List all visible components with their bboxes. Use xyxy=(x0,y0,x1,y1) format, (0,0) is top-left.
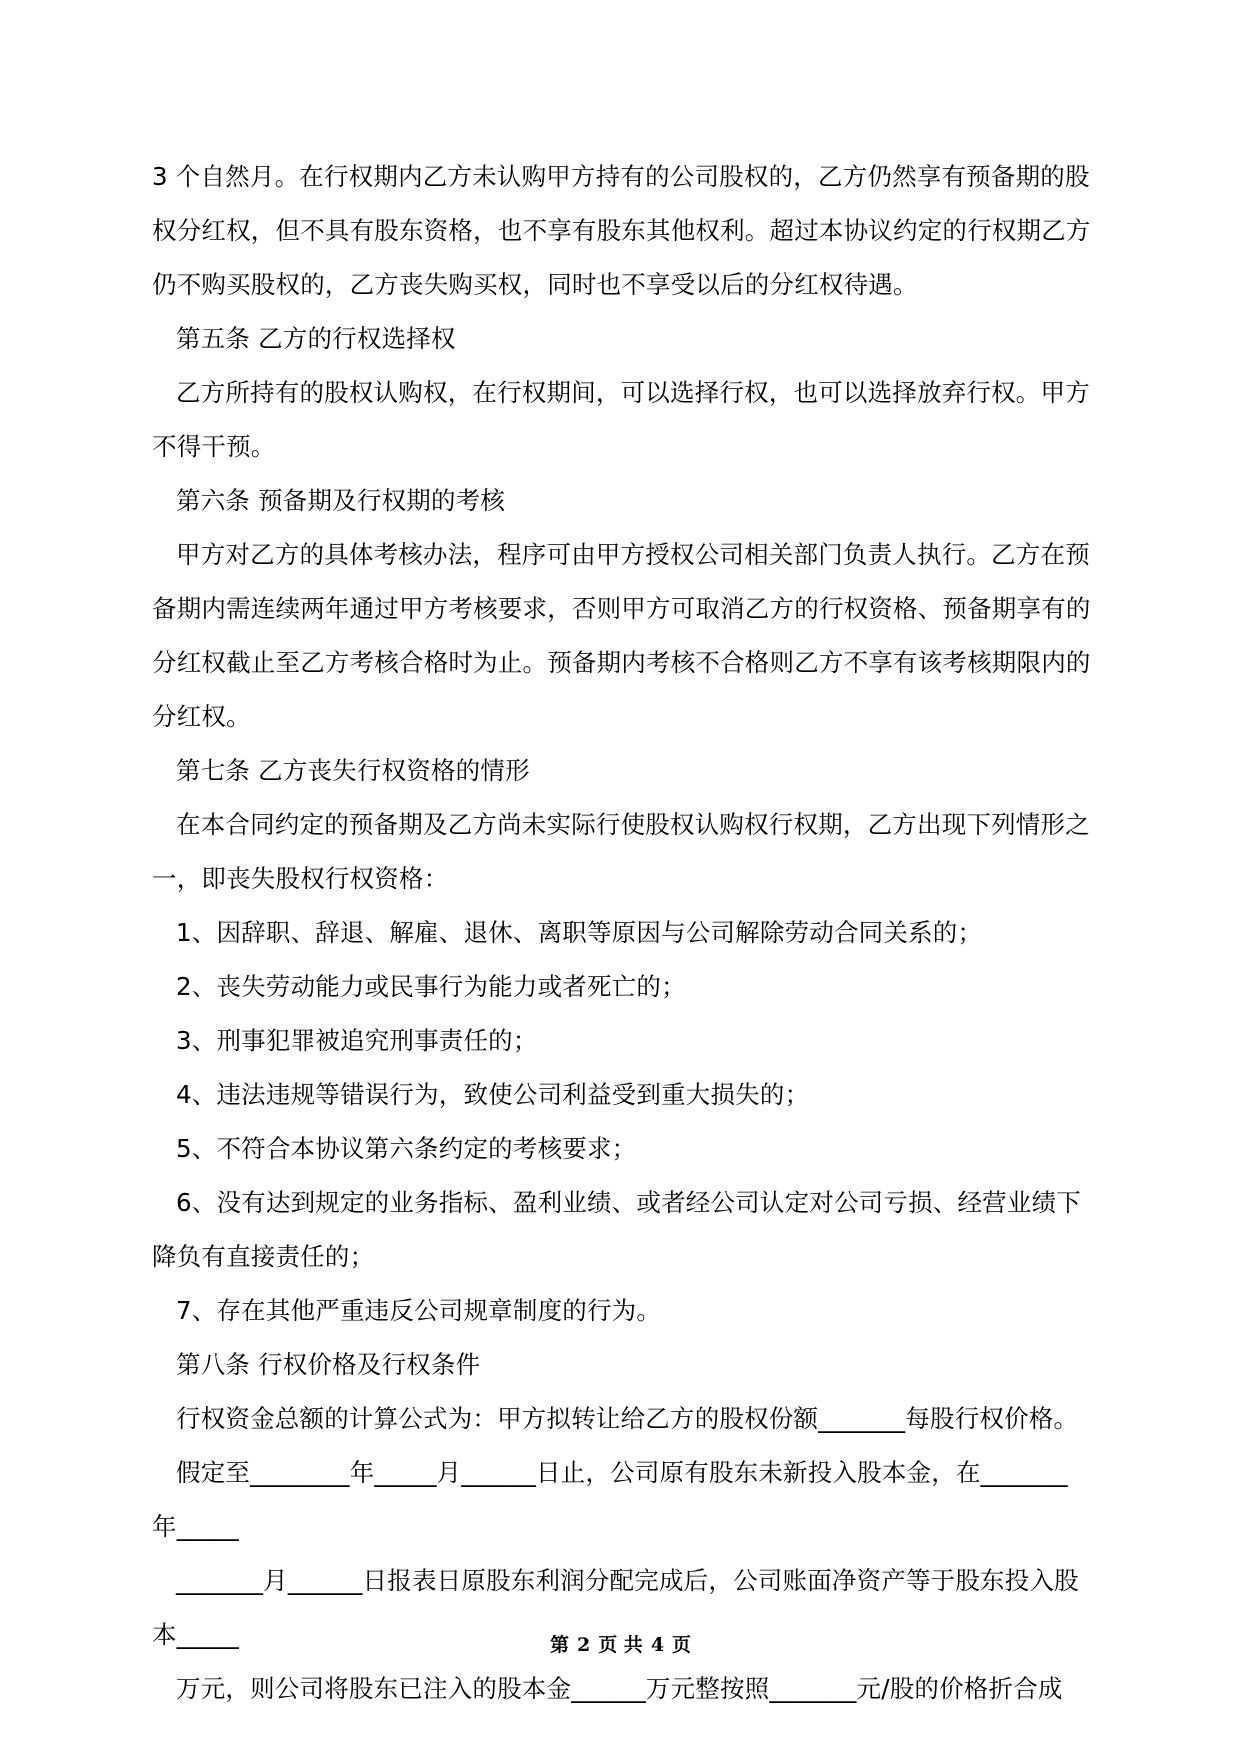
text-line: 在本合同约定的预备期及乙方尚未实际行使股权认购权行权期，乙方出现下列情形之 xyxy=(176,810,1090,839)
text-line: 分红权截止至乙方考核合格时为止。预备期内考核不合格则乙方不享有该考核期限内的 xyxy=(152,648,1091,677)
text-line: 行权资金总额的计算公式为：甲方拟转让给乙方的股权份额_______每股行权价格。 xyxy=(176,1404,1079,1433)
footer-suffix: 页 xyxy=(672,1634,692,1656)
document-body xyxy=(152,150,1098,1716)
article-heading-5: 第五条 乙方的行权选择权 xyxy=(176,324,456,353)
text-line: 假定至________年_____月______日止，公司原有股东未新投入股本金，在_______ xyxy=(176,1458,1068,1487)
footer-middle: 页 共 xyxy=(598,1634,643,1656)
list-item: 1、因辞职、辞退、解雇、退休、离职等原因与公司解除劳动合同关系的； xyxy=(176,918,983,947)
footer-prefix: 第 xyxy=(549,1634,569,1656)
total-pages: 4 xyxy=(650,1634,665,1656)
text-line: 3 个自然月。在行权期内乙方未认购甲方持有的公司股权的，乙方仍然享有预备期的股 xyxy=(152,162,1090,191)
text-line: 仍不购买股权的，乙方丧失购买权，同时也不享受以后的分红权待遇。 xyxy=(152,270,918,299)
text-line: 万元，则公司将股东已注入的股本金______万元整按照_______元/股的价格折合成 xyxy=(176,1674,1063,1703)
article-heading-6: 第六条 预备期及行权期的考核 xyxy=(176,486,506,515)
text-line: 不得干预。 xyxy=(152,432,276,461)
list-item: 3、刑事犯罪被追究刑事责任的； xyxy=(176,1026,538,1055)
list-item: 4、违法违规等错误行为，致使公司利益受到重大损失的； xyxy=(176,1080,810,1109)
page-footer xyxy=(0,1633,1241,1657)
text-line: 权分红权，但不具有股东资格，也不享有股东其他权利。超过本协议约定的行权期乙方 xyxy=(152,216,1091,245)
list-item: 6、没有达到规定的业务指标、盈利业绩、或者经公司认定对公司亏损、经营业绩下 xyxy=(176,1188,1081,1217)
page-number: 2 xyxy=(576,1634,591,1656)
text-line: _______月______日报表日原股东利润分配完成后，公司账面净资产等于股东投入股 xyxy=(176,1566,1079,1595)
text-line: 乙方所持有的股权认购权，在行权期间，可以选择行权，也可以选择放弃行权。甲方 xyxy=(176,378,1090,407)
text-line: 本_____ xyxy=(152,1620,239,1649)
text-line: 降负有直接责任的； xyxy=(152,1242,375,1271)
text-line: 一，即丧失股权行权资格： xyxy=(152,864,449,893)
text-line: 甲方对乙方的具体考核办法，程序可由甲方授权公司相关部门负责人执行。乙方在预 xyxy=(176,540,1090,569)
text-line: 分红权。 xyxy=(152,702,251,731)
article-heading-8: 第八条 行权价格及行权条件 xyxy=(176,1350,481,1379)
list-item: 5、不符合本协议第六条约定的考核要求； xyxy=(176,1134,637,1163)
list-item: 7、存在其他严重违反公司规章制度的行为。 xyxy=(176,1296,662,1325)
list-item: 2、丧失劳动能力或民事行为能力或者死亡的； xyxy=(176,972,686,1001)
article-heading-7: 第七条 乙方丧失行权资格的情形 xyxy=(176,756,530,785)
text-line: 备期内需连续两年通过甲方考核要求，否则甲方可取消乙方的行权资格、预备期享有的 xyxy=(152,594,1091,623)
text-line: 年_____ xyxy=(152,1512,239,1541)
